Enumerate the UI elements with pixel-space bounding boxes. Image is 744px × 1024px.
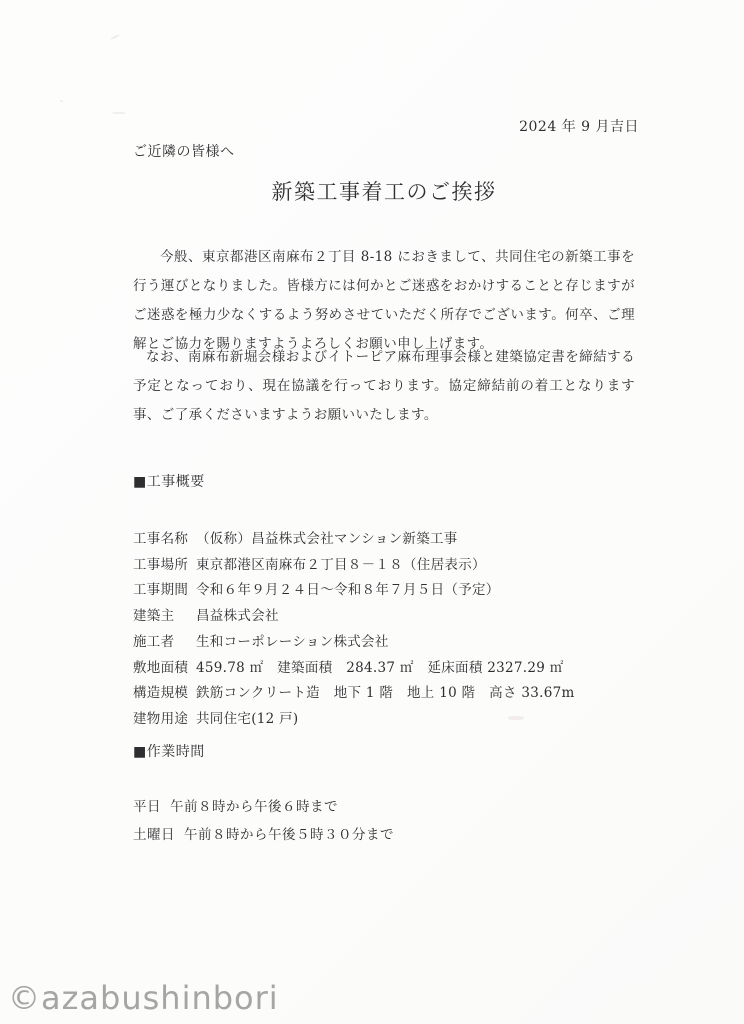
- hours-label: 平日: [133, 799, 161, 815]
- hours-value: 午前８時から午後５時３０分まで: [184, 826, 394, 843]
- detail-value: 昌益株式会社: [196, 608, 279, 625]
- scan-artifact: [112, 112, 126, 114]
- detail-value: 459.78 ㎡ 建築面積 284.37 ㎡ 延床面積 2327.29 ㎡: [196, 659, 564, 676]
- detail-label: 構造規模: [133, 685, 189, 702]
- detail-value: （仮称）昌益株式会社マンション新築工事: [196, 531, 458, 547]
- detail-value: 生和コーポレーション株式会社: [196, 633, 389, 650]
- body-paragraph: なお、南麻布新堀会様およびイトーピア麻布理事会様と建築協定書を締結する予定となっており、現在協議を行っております。協定締結前の着工となります事、ご了承くださいますようお願いいたします。: [133, 349, 635, 423]
- detail-value: 共同住宅(12 戸): [196, 710, 299, 727]
- detail-label: 敷地面積: [133, 659, 189, 676]
- detail-row: [133, 681, 635, 707]
- scan-artifact: [110, 34, 120, 40]
- detail-label: 建物用途: [133, 710, 189, 727]
- overview-section-heading: ■工事概要: [133, 474, 205, 490]
- work-hours-list: [133, 794, 635, 849]
- detail-value: 令和６年９月２４日～令和８年７月５日（予定）: [196, 582, 500, 599]
- detail-label: 工事場所: [133, 556, 189, 573]
- hours-row: [133, 822, 635, 850]
- scan-artifact: [60, 100, 63, 102]
- detail-row: [133, 604, 635, 630]
- watermark: ©azabushinbori: [8, 979, 279, 1017]
- recipient-line: ご近隣の皆様へ: [133, 144, 235, 160]
- detail-row: [133, 707, 635, 733]
- body-paragraph: 今般、東京都港区南麻布２丁目 8-18 におきまして、共同住宅の新築工事を行う運びとなりました。皆様方には何かとご迷惑をおかけすることと存じますがご迷惑を極力少なくするよう努めさせていただく所存でございます。何卒、ご理解とご協力を賜りますようよろしくお願い申し上げます。: [133, 249, 635, 352]
- detail-row: [133, 630, 635, 656]
- document-date: 2024 年 9 月吉日: [519, 119, 639, 135]
- detail-row: [133, 527, 635, 553]
- detail-label: 工事期間: [133, 582, 189, 599]
- hours-value: 午前８時から午後６時まで: [170, 799, 338, 815]
- hours-row: [133, 794, 635, 822]
- detail-label: 工事名称: [133, 531, 189, 547]
- detail-row: [133, 578, 635, 604]
- detail-label: 施工者: [133, 633, 175, 650]
- hours-section-heading: ■作業時間: [133, 744, 205, 760]
- detail-label: 建築主: [133, 608, 175, 625]
- hours-label: 土曜日: [133, 826, 175, 843]
- detail-row: [133, 553, 635, 579]
- detail-value: 東京都港区南麻布２丁目８－１８（住居表示）: [196, 556, 486, 573]
- document-title: 新築工事着工のご挨拶: [271, 180, 497, 204]
- detail-row: [133, 656, 635, 682]
- overview-detail-list: [133, 527, 635, 733]
- detail-value: 鉄筋コンクリート造 地下 1 階 地上 10 階 高さ 33.67m: [196, 685, 575, 702]
- document-content: [133, 0, 639, 1024]
